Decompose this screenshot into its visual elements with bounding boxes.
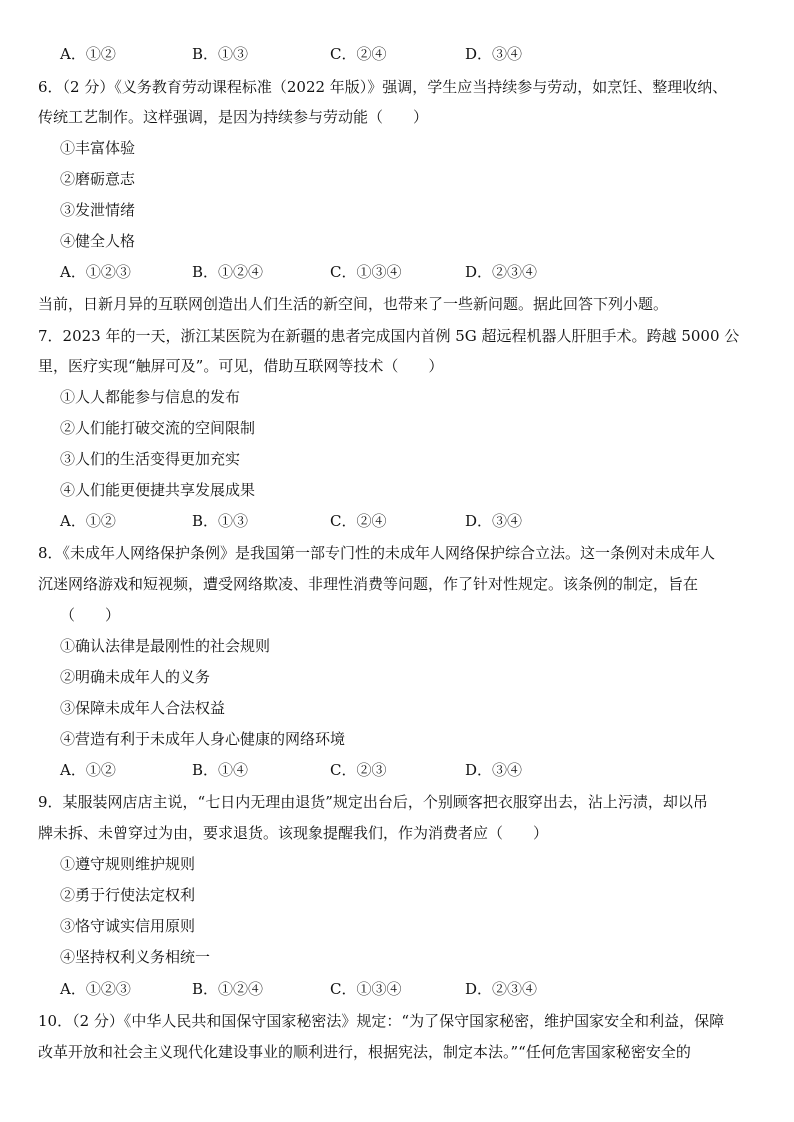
q6-item-1: ①丰富体验 [60,139,136,157]
q9-item-3: ③恪守诚实信用原则 [60,917,196,935]
q10-stem-line1: 10．（2 分）《中华人民共和国保守国家秘密法》规定：“为了保守国家秘密，维护国家安全和利益，保障 [38,1012,725,1030]
q6-options [60,262,760,282]
q7-option-d[interactable]: D．③④ [465,512,523,530]
q8-stem-line2: 沉迷网络游戏和短视频，遭受网络欺凌、非理性消费等问题，作了针对性规定。该条例的制定，旨在 [38,575,699,593]
q8-item-3: ③保障未成年人合法权益 [60,699,226,717]
q7-option-b[interactable]: B．①③ [192,512,249,530]
q5-options [60,44,760,64]
q5-option-c[interactable]: C．②④ [330,45,387,63]
q9-item-2: ②勇于行使法定权利 [60,886,196,904]
q8-stem-line1: 8．《未成年人网络保护条例》是我国第一部专门性的未成年人网络保护综合立法。这一条例对未成年人 [38,544,716,562]
q7-item-2: ②人们能打破交流的空间限制 [60,419,256,437]
q9-item-1: ①遵守规则维护规则 [60,855,196,873]
q7-stem-line2: 里，医疗实现“触屏可及”。可见，借助互联网等技术（ ） [38,357,444,375]
q7-item-1: ①人人都能参与信息的发布 [60,388,241,406]
q8-stem-line3: （ ） [60,606,121,624]
q6-option-a[interactable]: A．①②③ [60,263,131,281]
q8-option-d[interactable]: D．③④ [465,761,523,779]
q6-option-c[interactable]: C．①③④ [330,263,402,281]
q7-stem-line1: 7．2023 年的一天，浙江某医院为在新疆的患者完成国内首例 5G 超远程机器人肝胆手术。跨越 5000 公 [38,327,740,345]
q6-option-b[interactable]: B．①②④ [192,263,264,281]
q10-stem-line2: 改革开放和社会主义现代化建设事业的顺利进行，根据宪法，制定本法。”“任何危害国家秘密安全的 [38,1043,691,1061]
q5-option-b[interactable]: B．①③ [192,45,249,63]
q9-stem-line2: 牌未拆、未曾穿过为由，要求退货。该现象提醒我们，作为消费者应（ ） [38,824,549,842]
q5-option-d[interactable]: D．③④ [465,45,523,63]
q8-options [60,760,760,780]
q6-item-4: ④健全人格 [60,232,136,250]
q8-option-a[interactable]: A．①② [60,761,116,779]
q6-option-d[interactable]: D．②③④ [465,263,538,281]
q7-item-3: ③人们的生活变得更加充实 [60,450,241,468]
q9-option-b[interactable]: B．①②④ [192,980,264,998]
q7-options [60,511,760,531]
q6-stem-line1: 6．（2 分）《义务教育劳动课程标准（2022 年版）》强调，学生应当持续参与劳动，如烹饪、整理收纳、 [38,78,728,96]
q8-item-2: ②明确未成年人的义务 [60,668,211,686]
q7-item-4: ④人们能更便捷共享发展成果 [60,481,256,499]
q8-item-4: ④营造有利于未成年人身心健康的网络环境 [60,730,346,748]
q5-option-a[interactable]: A．①② [60,45,116,63]
section-intro: 当前，日新月异的互联网创造出人们生活的新空间，也带来了一些新问题。据此回答下列小题。 [38,295,669,313]
q8-option-c[interactable]: C．②③ [330,761,387,779]
q9-option-d[interactable]: D．②③④ [465,980,538,998]
q9-option-c[interactable]: C．①③④ [330,980,402,998]
q6-item-2: ②磨砺意志 [60,170,136,188]
q7-option-c[interactable]: C．②④ [330,512,387,530]
q7-option-a[interactable]: A．①② [60,512,116,530]
q8-item-1: ①确认法律是最刚性的社会规则 [60,637,271,655]
q9-option-a[interactable]: A．①②③ [60,980,131,998]
q9-item-4: ④坚持权利义务相统一 [60,948,211,966]
q9-options [60,979,760,999]
q6-stem-line2: 传统工艺制作。这样强调，是因为持续参与劳动能（ ） [38,108,429,126]
q6-item-3: ③发泄情绪 [60,201,136,219]
q9-stem-line1: 9．某服装网店店主说，“七日内无理由退货”规定出台后，个别顾客把衣服穿出去，沾上污渍，却以吊 [38,793,708,811]
q8-option-b[interactable]: B．①④ [192,761,249,779]
